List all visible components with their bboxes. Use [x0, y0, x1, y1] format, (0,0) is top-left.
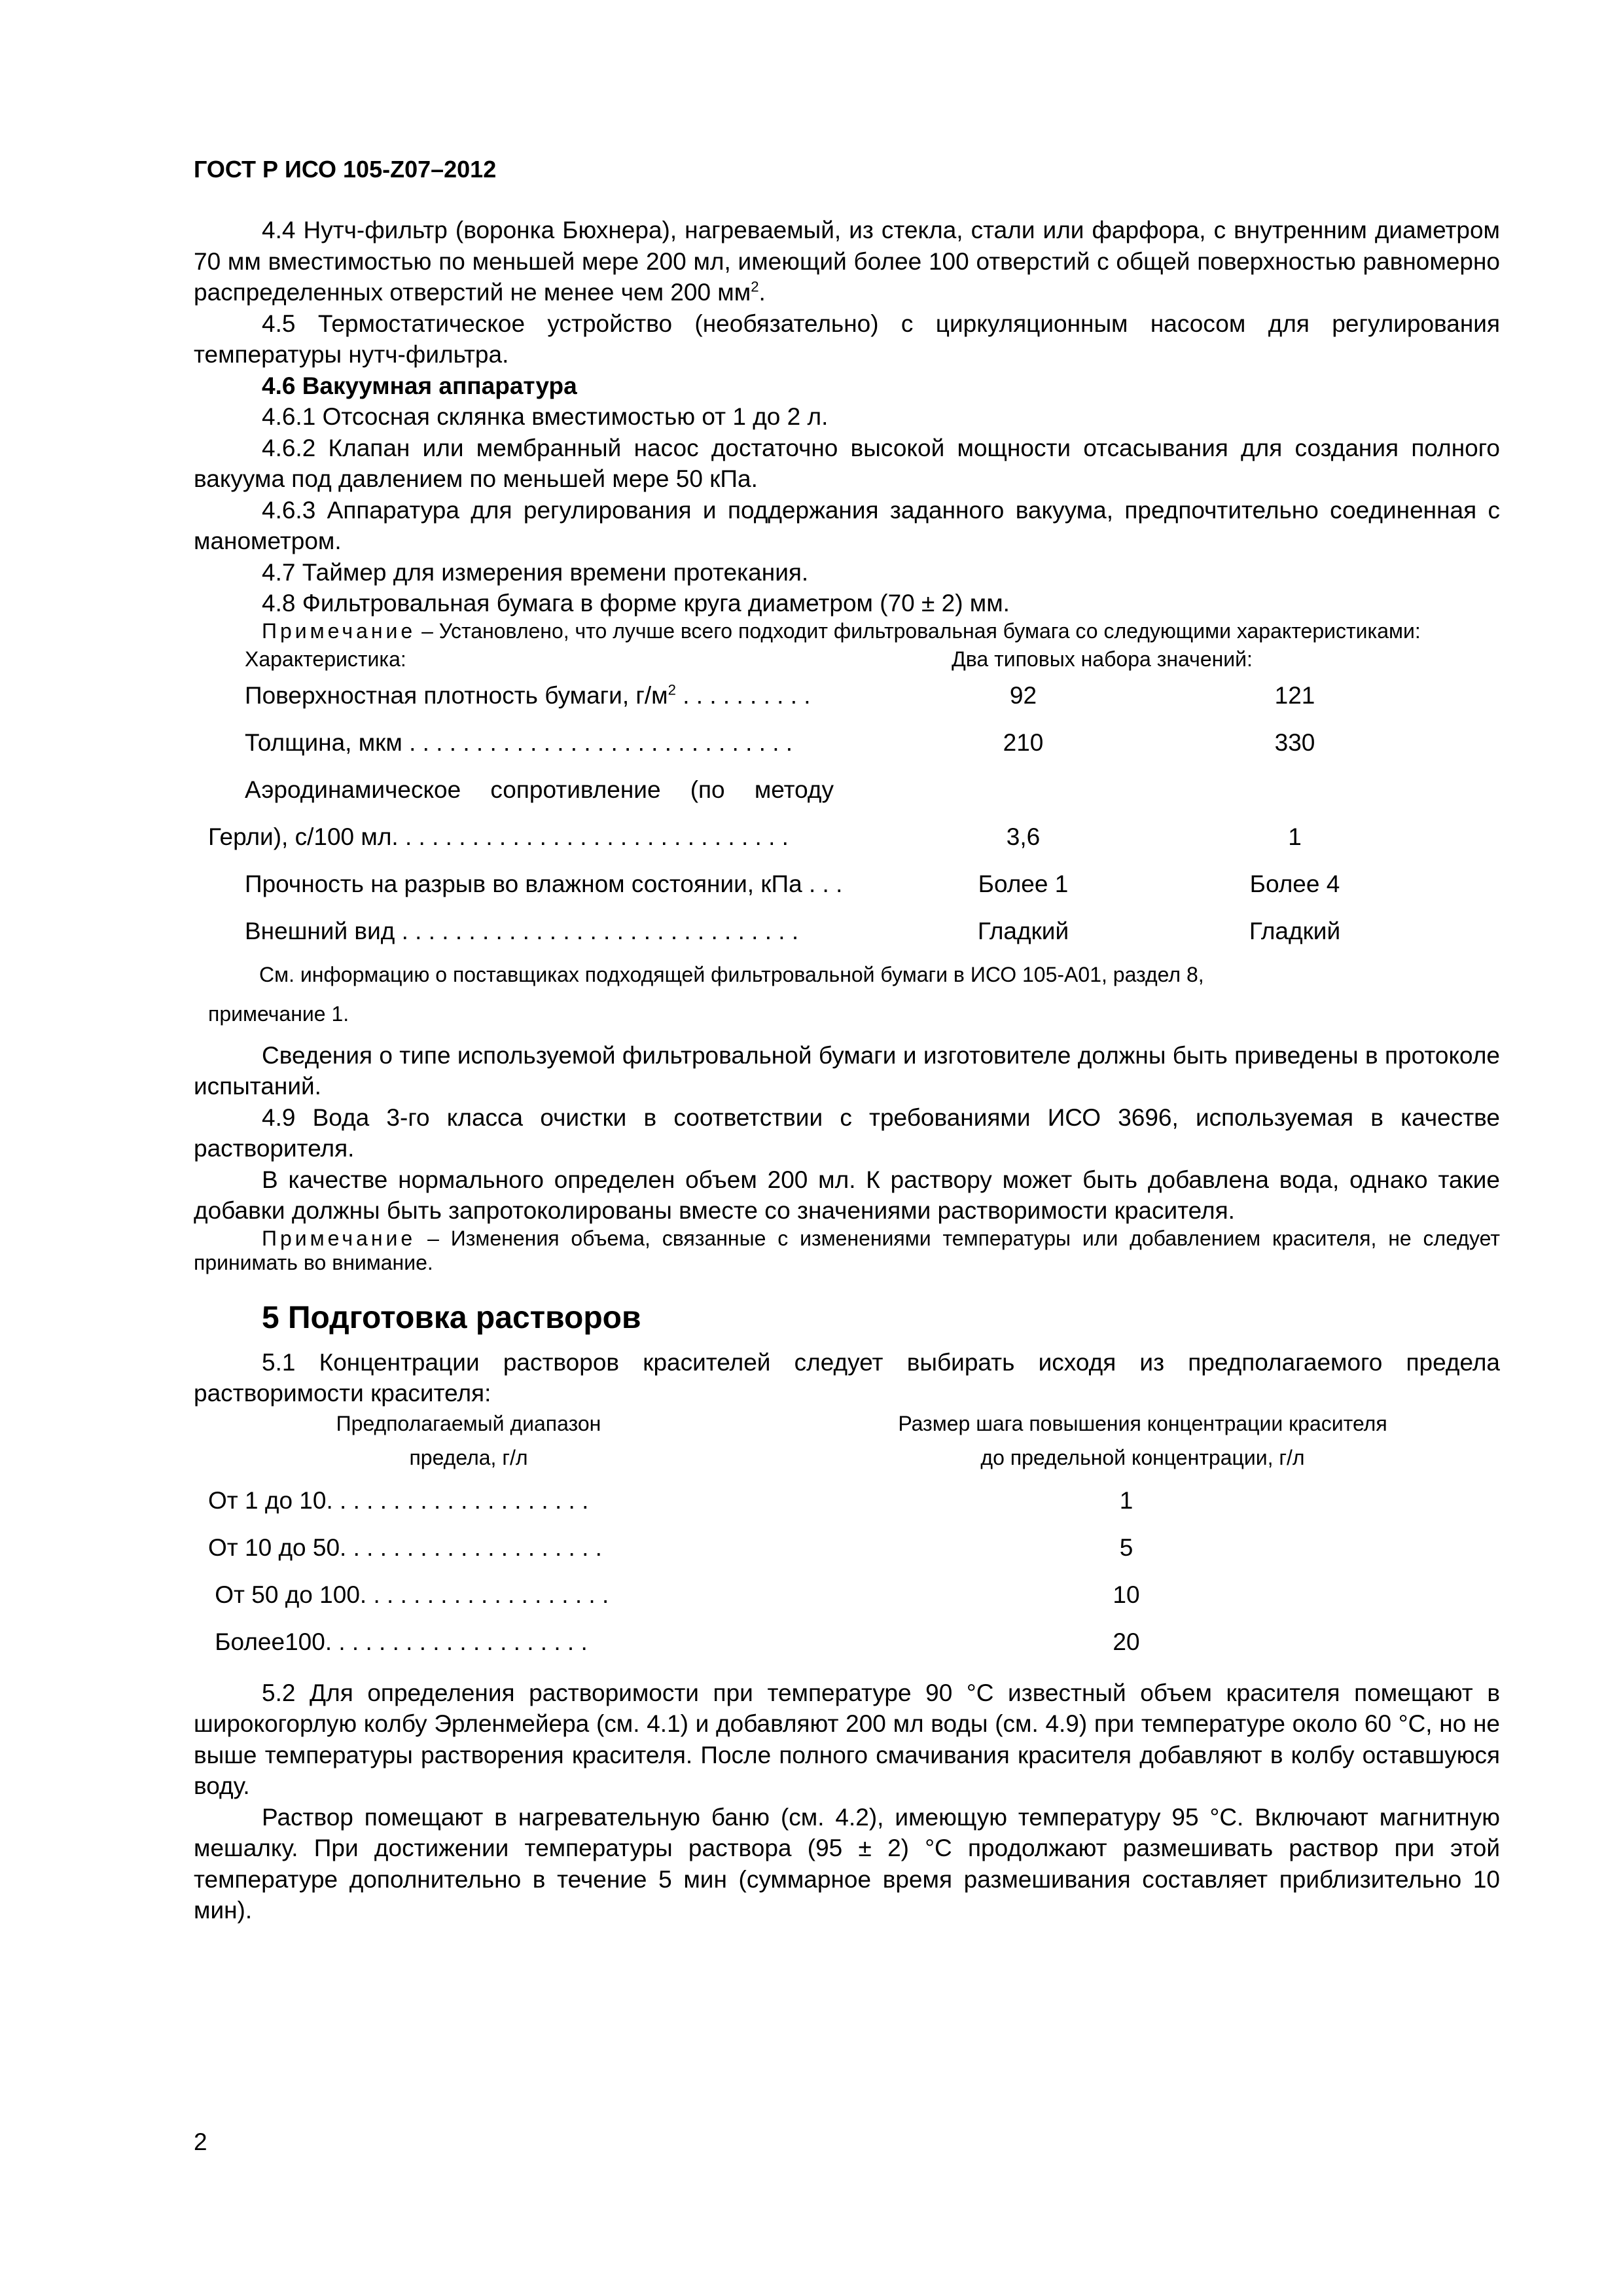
page-number: 2 [194, 2128, 207, 2155]
table1-value-set1 [938, 766, 1210, 814]
paragraph-bath: Раствор помещают в нагревательную баню (см. 4.2), имеющую температуру 95 °С. Включают магнитную мешалку. При достижении температуры раствора (95 ± 2) °С продолжают размешивать раствор при этой температуре дополнительно в течение 5 мин (суммарное время размешивания составляет приблизительно 10 мин). [194, 1803, 1500, 1924]
table2-row-range: От 1 до 10. . . . . . . . . . . . . . . . . . . . [208, 1486, 589, 1514]
note-2: Примечание – Изменения объема, связанные с изменениями температуры или добавлением красителя, не следует принимать во внимание. [194, 1226, 1500, 1274]
table1-row [194, 719, 1500, 766]
table2-row-range: Более100. . . . . . . . . . . . . . . . . . . . [208, 1628, 588, 1655]
paragraph-4-8: 4.8 Фильтровальная бумага в форме круга диаметром (70 ± 2) мм. [262, 590, 1010, 617]
table2-col-a-line1: Предполагаемый диапазон [336, 1411, 601, 1435]
paragraph-4-5: 4.5 Термостатическое устройство (необязательно) с циркуляционным насосом для регулирования температуры нутч-фильтра. [194, 310, 1500, 368]
table2-row [194, 1571, 1500, 1619]
paragraph-5-2: 5.2 Для определения растворимости при температуре 90 °С известный объем красителя помещают в широкогорлую колбу Эрленмейера (см. 4.1) и добавляют 200 мл воды (см. 4.9) при температуре около 60 °С, но не выше температуры растворения красителя. После полного смачивания красителя добавляют в колбу оставшуюся воду. [194, 1679, 1500, 1799]
table1-value-set2 [1210, 766, 1482, 814]
paragraph-volume: В качестве нормального определен объем 200 мл. К раствору может быть добавлена вода, однако такие добавки должны быть запротоколированы вместе со значениями растворимости красителя. [194, 1166, 1500, 1224]
table1-row [194, 766, 1500, 814]
table1-value-set2: Более 4 [1249, 870, 1340, 897]
note-1: Примечание – Установлено, что лучше всего подходит фильтровальная бумага со следующими характеристиками: [262, 619, 1421, 643]
table2-row [194, 1477, 1500, 1524]
table2-rows [194, 1477, 1500, 1666]
table1-value-set1: Гладкий [977, 917, 1069, 944]
table2-row-step: 20 [1113, 1628, 1140, 1655]
table1-row-label: Аэродинамическое сопротивление (по методу [245, 776, 834, 803]
table1-rows [194, 672, 1500, 955]
table2-row-step: 10 [1113, 1581, 1140, 1608]
paragraph-4-6-3: 4.6.3 Аппаратура для регулирования и поддержания заданного вакуума, предпочтительно соединенная с манометром. [194, 496, 1500, 554]
paragraph-4-6-1: 4.6.1 Отсосная склянка вместимостью от 1 до 2 л. [262, 403, 829, 430]
table1-value-set1: Более 1 [978, 870, 1069, 897]
table1-value-set2: 330 [1274, 728, 1315, 756]
table2-row-range: От 50 до 100. . . . . . . . . . . . . . . . . . . [208, 1581, 609, 1608]
table1-col-values: Два типовых набора значений: [952, 647, 1253, 671]
table2-row-step: 1 [1119, 1486, 1133, 1514]
table2-header-row1 [194, 1409, 1500, 1438]
paragraph-4-7: 4.7 Таймер для измерения времени протекания. [262, 558, 809, 586]
paragraph-5-1: 5.1 Концентрации растворов красителей следует выбирать исходя из предполагаемого предела растворимости красителя: [194, 1348, 1500, 1407]
table1-row [194, 861, 1500, 908]
table2-row-range: От 10 до 50. . . . . . . . . . . . . . . . . . . . [208, 1534, 602, 1561]
see-info-line-1: См. информацию о поставщиках подходящей фильтровальной бумаги в ИСО 105-A01, раздел 8, [259, 962, 1204, 986]
table2-row [194, 1619, 1500, 1666]
table1-row [194, 672, 1500, 719]
table1-row-label: Поверхностная плотность бумаги, $г/м^2$ . . . . . . . . . . [245, 681, 811, 709]
table1-row [194, 814, 1500, 861]
table1-value-set2: 121 [1274, 681, 1315, 709]
paragraph-4-4: 4.4 Нутч-фильтр (воронка Бюхнера), нагреваемый, из стекла, стали или фарфора, с внутренним диаметром 70 мм вместимостью по меньшей мере 200 мл, имеющий более 100 отверстий с общей поверхностью равномерно распределенных отверстий не менее чем 200 $мм^2$. [194, 217, 1500, 306]
document-header: ГОСТ Р ИСО 105-Z07–2012 [194, 156, 497, 183]
table1-header [194, 646, 1500, 672]
table2-row-step: 5 [1119, 1534, 1133, 1561]
table1-row-label: Внешний вид . . . . . . . . . . . . . . . . . . . . . . . . . . . . . . [245, 917, 799, 944]
table1-value-set2: Гладкий [1249, 917, 1341, 944]
paragraph-4-9: 4.9 Вода 3-го класса очистки в соответствии с требованиями ИСО 3696, используемая в качестве растворителя. [194, 1103, 1500, 1162]
see-info-line-2: примечание 1. [208, 1001, 349, 1026]
document-body [194, 215, 1500, 1926]
section-5-heading: 5 Подготовка растворов [262, 1300, 641, 1335]
table1-col-characteristic: Характеристика: [245, 647, 406, 671]
table1-value-set1: 210 [1003, 728, 1044, 756]
table1-value-set1: 3,6 [1006, 823, 1041, 850]
table1-row-label: Прочность на разрыв во влажном состоянии, кПа . . . [245, 870, 843, 897]
table1-row [194, 908, 1500, 955]
table2-col-b-line2: до предельной концентрации, г/л [980, 1445, 1305, 1469]
table1-row-label: Герли), с/100 мл. . . . . . . . . . . . . . . . . . . . . . . . . . . . . . [208, 823, 789, 850]
paragraph-4-6-2: 4.6.2 Клапан или мембранный насос достаточно высокой мощности отсасывания для создания полного вакуума под давлением по меньшей мере 50 кПа. [194, 434, 1500, 492]
heading-4-6: 4.6 Вакуумная аппаратура [262, 372, 577, 399]
table1-value-set1: 92 [1009, 681, 1037, 709]
table2-col-b-line1: Размер шага повышения концентрации красителя [898, 1411, 1387, 1435]
table1-value-set2: 1 [1288, 823, 1302, 850]
table2-header-row2 [194, 1438, 1500, 1477]
table2-col-a-line2: предела, г/л [409, 1445, 528, 1469]
table1-row-label: Толщина, мкм . . . . . . . . . . . . . . . . . . . . . . . . . . . . . [245, 728, 793, 756]
paragraph-info: Сведения о типе используемой фильтровальной бумаги и изготовителе должны быть приведены в протоколе испытаний. [194, 1041, 1500, 1100]
table2-row [194, 1524, 1500, 1571]
